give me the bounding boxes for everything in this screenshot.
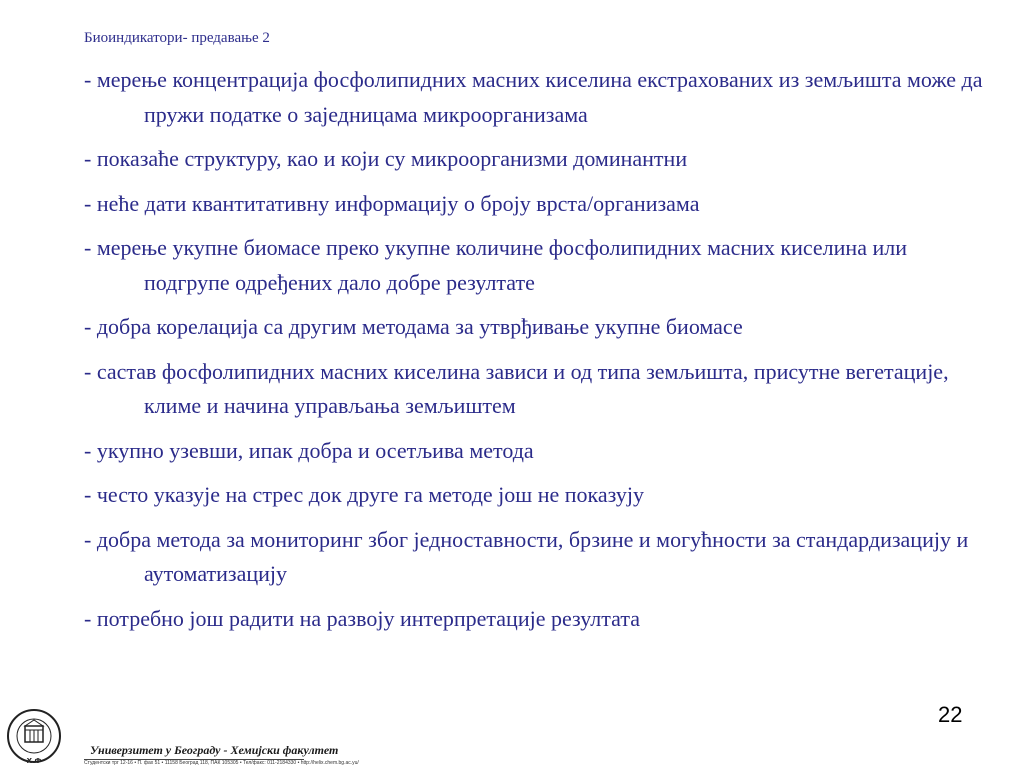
bullet-item: - често указује на стрес док друге га методе још не показују [84, 482, 645, 507]
bullet-item: - неће дати квантитативну информацију о броју врста/организама [84, 190, 700, 216]
bullet-list [84, 63, 989, 646]
footer-institution: Универзитет у Београду - Хемијски факултет [90, 743, 339, 757]
bullet-item: - показаће структуру, као и који су микроорганизми доминантни [84, 146, 688, 171]
bullet-item: - добра метода за мониторинг због једноставности, брзине и могућности за стандардизацију и аутоматизацију [84, 526, 969, 586]
bullet-item: - мерење укупне биомасе преко укупне количине фосфолипидних масних киселина или подгрупе одређених дало добре резултате [84, 235, 907, 295]
university-seal-logo [6, 708, 62, 766]
page-number: 22 [938, 702, 963, 727]
seal-letters: Х Ф [26, 757, 42, 765]
bullet-item: - добра корелација са другим методама за утврђивање укупне биомасе [84, 314, 743, 339]
bullet-item: - укупно узевши, ипак добра и осетљива метода [84, 437, 534, 463]
bullet-item: - потребно још радити на развоју интерпретације резултата [84, 605, 640, 631]
slide-header: Биоиндикатори- предавање 2 [84, 30, 270, 46]
footer-address: Студентски трг 12-16 • П. фах 51 • 11158 Београд 118, ПАК 105305 • Тел/факс: 011-2184330 • http://helix.chem.bg.ac.yu/ [84, 760, 359, 766]
bullet-item: - састав фосфолипидних масних киселина зависи и од типа земљишта, присутне вегетације, климе и начина управљања земљиштем [84, 358, 949, 418]
bullet-item: - мерење концентрација фосфолипидних масних киселина екстрахованих из земљишта може да пружи податке о заједницама микроорганизама [84, 67, 983, 127]
